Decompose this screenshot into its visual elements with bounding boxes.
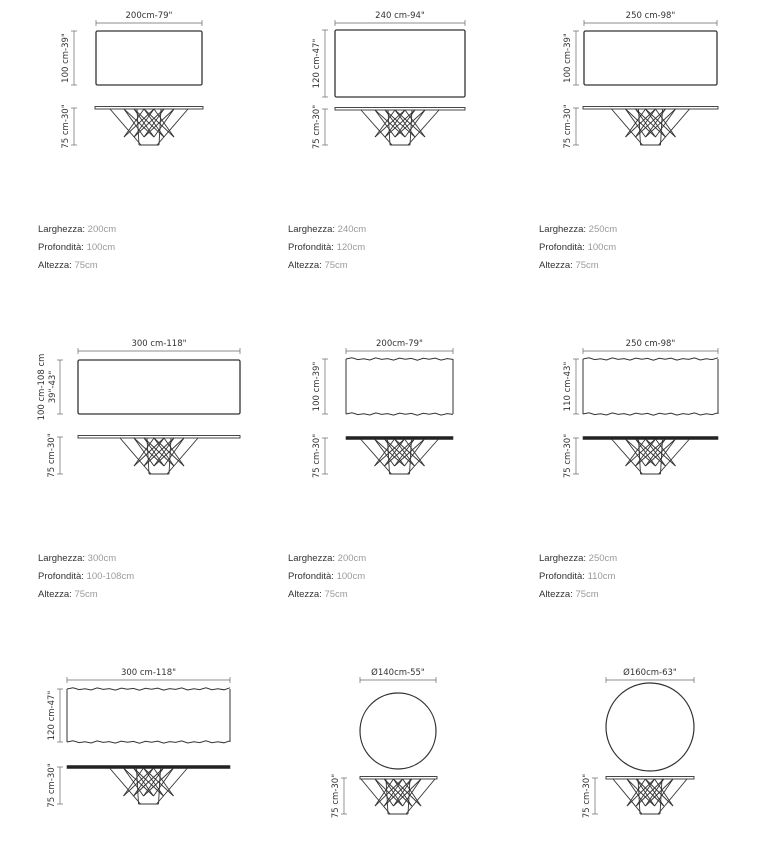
spec-block-1 [38,221,116,275]
depth-dimension-label: 100 cm-39" [61,33,71,83]
tabletop-outline [335,30,465,97]
tabletop-edge [583,413,718,415]
leg-strut [658,779,687,814]
spec-block-4 [38,550,134,604]
leg-strut [361,779,390,814]
spec-height: Altezza: 75cm [38,260,98,271]
width-dimension-label: 240 cm-94" [375,11,425,21]
leg-strut [361,110,392,145]
height-dimension-label: 75 cm-30" [312,104,322,150]
tabletop-outline [78,360,240,414]
width-dimension-label: 250 cm-98" [625,339,676,349]
table-diagram-3 [563,11,718,149]
depth-dimension-label-imperial: 39"-43" [48,370,58,404]
spec-block-2 [288,221,366,275]
width-dimension-label: 250 cm-98" [625,11,676,21]
table-diagram-9 [582,667,694,818]
tabletop-outline [606,683,694,771]
depth-dimension-label: 120 cm-47" [47,690,57,741]
depth-dimension-label: 100 cm-39" [312,361,322,412]
spec-height: Altezza: 75cm [539,260,599,271]
table-diagram-1 [61,11,203,149]
tabletop-side-view [583,107,718,110]
height-dimension-label: 75 cm-30" [563,104,573,149]
leg-strut [361,439,392,474]
height-dimension-label: 75 cm-30" [61,104,71,149]
tabletop-side-view [335,108,465,111]
leg-strut [406,779,435,814]
diameter-dimension-label: Ø160cm-63" [623,668,677,678]
spec-width: Larghezza: 200cm [288,553,367,564]
height-dimension-label: 75 cm-30" [331,773,341,819]
leg-strut [612,439,643,474]
height-dimension-label: 75 cm-30" [47,433,57,478]
depth-dimension-label: 110 cm-43" [563,361,573,412]
tabletop-side-view [78,436,240,439]
spec-depth: Profondità: 100-108cm [38,571,135,582]
width-dimension-label: 300 cm-118" [120,668,177,678]
tabletop-edge [583,358,718,360]
height-dimension-label: 75 cm-30" [563,433,573,479]
width-dimension-label: 200cm-79" [376,339,423,349]
tabletop-side-view [606,777,694,780]
spec-depth: Profondità: 100cm [38,242,116,253]
spec-block-5 [288,550,366,604]
width-dimension-label: 300 cm-118" [131,339,187,349]
spec-height: Altezza: 75cm [539,589,599,600]
spec-width: Larghezza: 250cm [539,224,618,235]
tabletop-edge [67,741,230,743]
table-diagram-7 [47,668,230,808]
spec-block-6 [539,550,617,604]
tabletop-side-view [346,437,453,440]
spec-width: Larghezza: 300cm [38,553,117,564]
leg-strut [613,779,642,814]
spec-depth: Profondità: 100cm [288,571,366,582]
table-diagram-4 [37,339,240,478]
depth-dimension-label: 120 cm-47" [312,38,322,89]
spec-depth: Profondità: 120cm [288,242,366,253]
tabletop-side-view [95,107,203,110]
spec-depth: Profondità: 100cm [539,242,617,253]
table-diagram-2 [312,11,465,149]
tabletop-outline [584,31,717,85]
tabletop-edge [346,358,453,360]
tabletop-outline [360,693,436,769]
leg-strut [659,439,690,474]
tabletop-edge [67,688,230,690]
table-diagram-6 [563,339,718,478]
table-diagram-8 [331,667,437,818]
diameter-dimension-label: Ø140cm-55" [371,668,425,678]
tabletop-side-view [360,777,437,780]
tabletop-edge [346,413,453,415]
spec-height: Altezza: 75cm [38,589,98,600]
spec-width: Larghezza: 250cm [539,553,618,564]
spec-height: Altezza: 75cm [288,589,348,600]
leg-strut [408,439,439,474]
height-dimension-label: 75 cm-30" [582,773,592,819]
depth-dimension-label: 100 cm-108 cm [37,353,47,421]
tabletop-side-view [67,766,230,769]
spec-height: Altezza: 75cm [288,260,348,271]
tabletop-outline [96,31,202,85]
tabletop-side-view [583,437,718,440]
table-diagram-5 [312,339,453,478]
spec-block-3 [539,221,617,275]
depth-dimension-label: 100 cm-39" [563,33,573,83]
width-dimension-label: 200cm-79" [125,11,173,21]
height-dimension-label: 75 cm-30" [47,763,57,808]
height-dimension-label: 75 cm-30" [312,433,322,479]
spec-width: Larghezza: 240cm [288,224,367,235]
spec-depth: Profondità: 110cm [539,571,616,582]
leg-strut [408,110,439,145]
spec-width: Larghezza: 200cm [38,224,117,235]
